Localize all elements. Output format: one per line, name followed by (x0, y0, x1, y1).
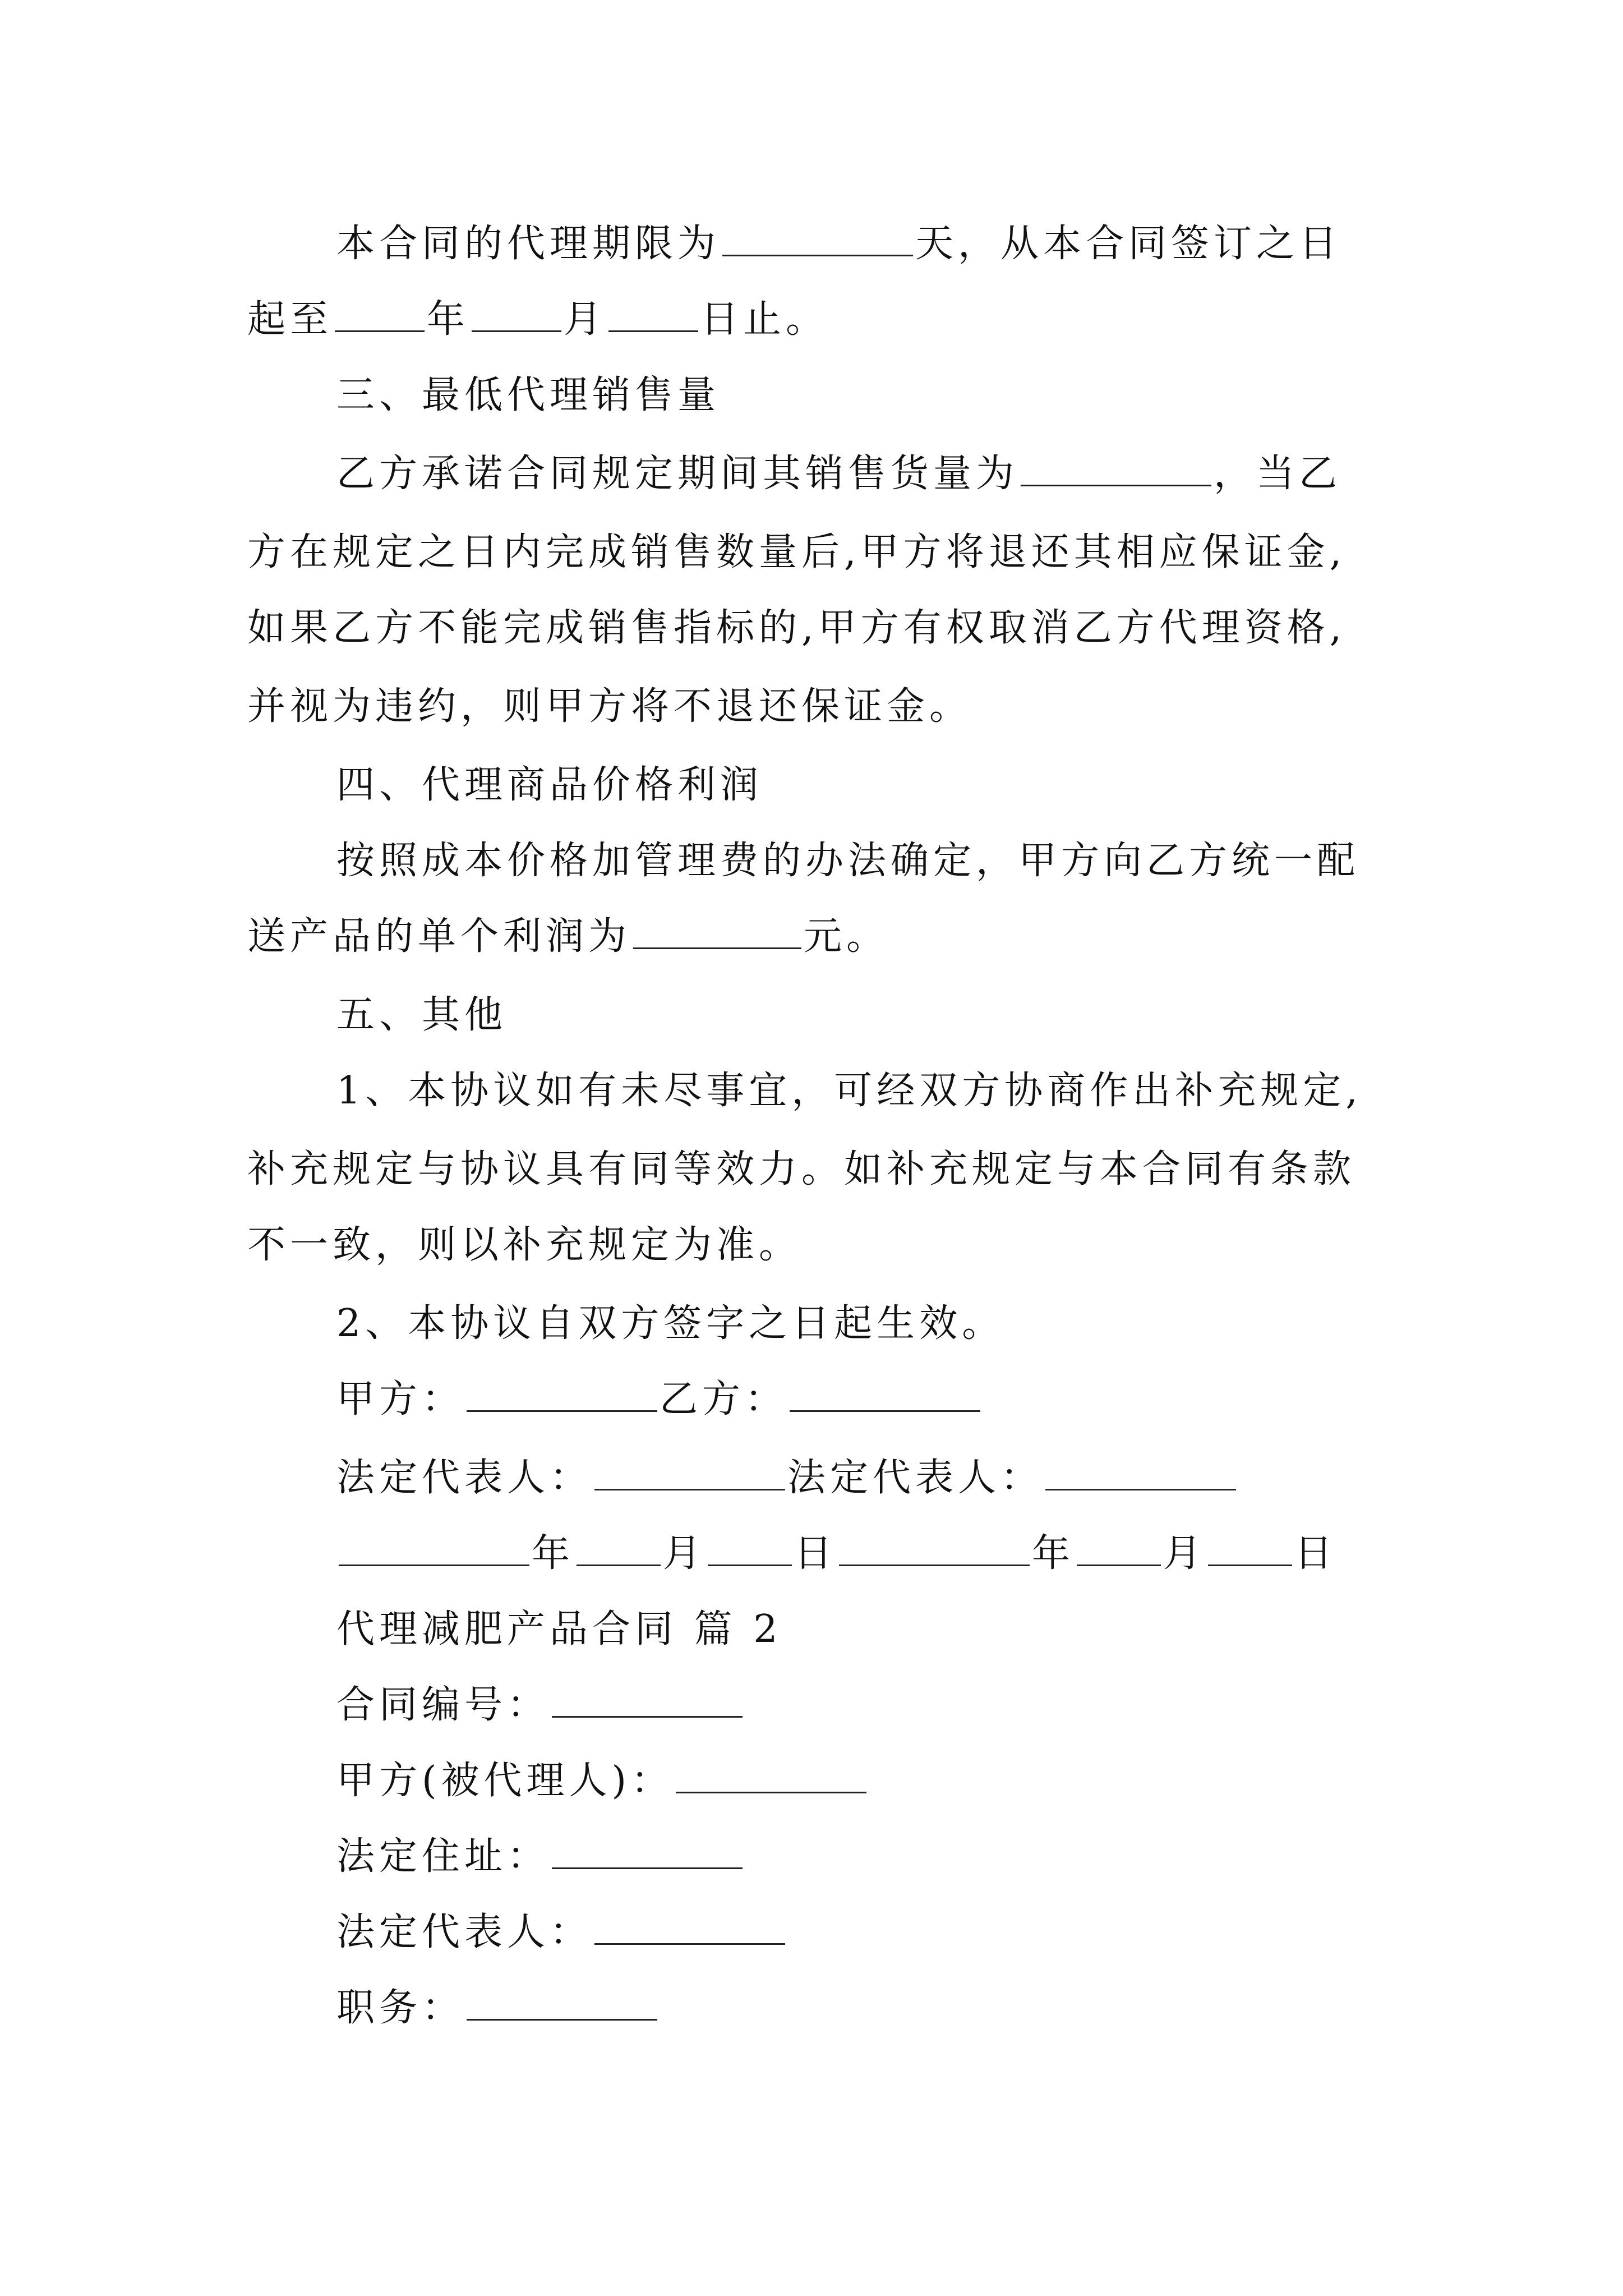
section3-line-3: 如果乙方不能完成销售指标的,甲方有权取消乙方代理资格, (247, 606, 1347, 650)
legal-address-line (336, 1832, 745, 1882)
date-b-day-label: 日 (1294, 1531, 1338, 1576)
legal-rep-line (336, 1907, 787, 1958)
section3-text-b: ，当乙 (1214, 452, 1342, 496)
party-a-principal-label: 甲方(被代理人)： (336, 1759, 674, 1803)
date-b-year-label: 年 (1032, 1531, 1075, 1576)
legal-address-label: 法定住址： (336, 1834, 550, 1879)
section4-line-2 (247, 912, 889, 962)
date-a-month-label: 月 (663, 1531, 706, 1576)
contract2-title: 代理减肥产品合同 篇 2 (336, 1607, 782, 1651)
date-a-day-blank (708, 1530, 792, 1566)
section4-line-1: 按照成本价格加管理费的办法确定，甲方向乙方统一配 (336, 839, 1360, 883)
legal-rep-a-blank (594, 1454, 785, 1490)
legal-rep-b-label: 法定代表人： (787, 1456, 1044, 1500)
date-b-month-blank (1077, 1530, 1161, 1566)
term-text-c: 起至 (247, 297, 333, 342)
position-label: 职务： (336, 1986, 465, 2030)
party-b-blank (790, 1375, 980, 1412)
date-a-month-blank (577, 1530, 661, 1566)
section4-heading: 四、代理商品价格利润 (336, 763, 763, 807)
section3-heading: 三、最低代理销售量 (336, 373, 721, 417)
signature-legal-rep-line (336, 1453, 1238, 1503)
party-b-label: 乙方： (660, 1377, 788, 1421)
item1-line-2: 补充规定与协议具有同等效力。如补充规定与本合同有条款 (247, 1147, 1356, 1191)
sales-volume-blank (1021, 450, 1211, 486)
contract-no-label: 合同编号： (336, 1683, 550, 1727)
term-line-2 (247, 295, 828, 345)
signature-date-line (336, 1529, 1337, 1579)
term-day-blank (608, 296, 698, 332)
section3-line-4: 并视为违约，则甲方将不退还保证金。 (247, 684, 972, 729)
unit-profit-blank (633, 913, 801, 949)
legal-address-blank (552, 1833, 743, 1869)
party-a-principal-line (336, 1756, 869, 1806)
term-day-label: 日止。 (700, 297, 829, 342)
item2-line: 2、本协议自双方签字之日起生效。 (336, 1301, 1005, 1346)
date-a-year-label: 年 (532, 1531, 575, 1576)
section3-line-2: 方在规定之日内完成销售数量后,甲方将退还其相应保证金, (247, 530, 1347, 574)
position-blank (467, 1984, 657, 2021)
contract-no-blank (552, 1681, 743, 1718)
section4-text-b: 元。 (804, 914, 889, 959)
date-b-day-blank (1208, 1530, 1292, 1566)
section4-text-a: 送产品的单个利润为 (247, 914, 631, 959)
term-month-blank (472, 296, 561, 332)
section5-heading: 五、其他 (336, 993, 508, 1037)
date-b-year-blank (839, 1530, 1030, 1566)
term-year-blank (335, 296, 425, 332)
party-a-blank (467, 1375, 657, 1412)
term-month-label: 月 (564, 297, 607, 342)
legal-rep-a-label: 法定代表人： (336, 1456, 593, 1500)
position-line (336, 1983, 660, 2033)
term-text-b: 天，从本合同签订之日 (915, 222, 1342, 266)
party-a-principal-blank (676, 1757, 866, 1793)
date-a-day-label: 日 (794, 1531, 837, 1576)
item1-line-3: 不一致，则以补充规定为准。 (247, 1223, 802, 1267)
date-a-year-blank (339, 1530, 529, 1566)
contract-no-line (336, 1680, 745, 1731)
party-a-label: 甲方： (336, 1377, 465, 1421)
signature-parties-line (336, 1374, 983, 1425)
term-line-1 (336, 219, 1341, 269)
legal-rep-b-blank (1045, 1454, 1236, 1490)
term-days-blank (722, 220, 913, 256)
section3-text-a: 乙方承诺合同规定期间其销售货量为 (336, 452, 1019, 496)
legal-rep-blank (594, 1908, 785, 1945)
item1-line-1: 1、本协议如有未尽事宜，可经双方协商作出补充规定, (336, 1069, 1362, 1113)
term-year-label: 年 (427, 297, 470, 342)
legal-rep-label: 法定代表人： (336, 1910, 593, 1954)
section3-line-1 (336, 449, 1341, 499)
date-b-month-label: 月 (1163, 1531, 1206, 1576)
term-text-a: 本合同的代理期限为 (336, 222, 721, 266)
